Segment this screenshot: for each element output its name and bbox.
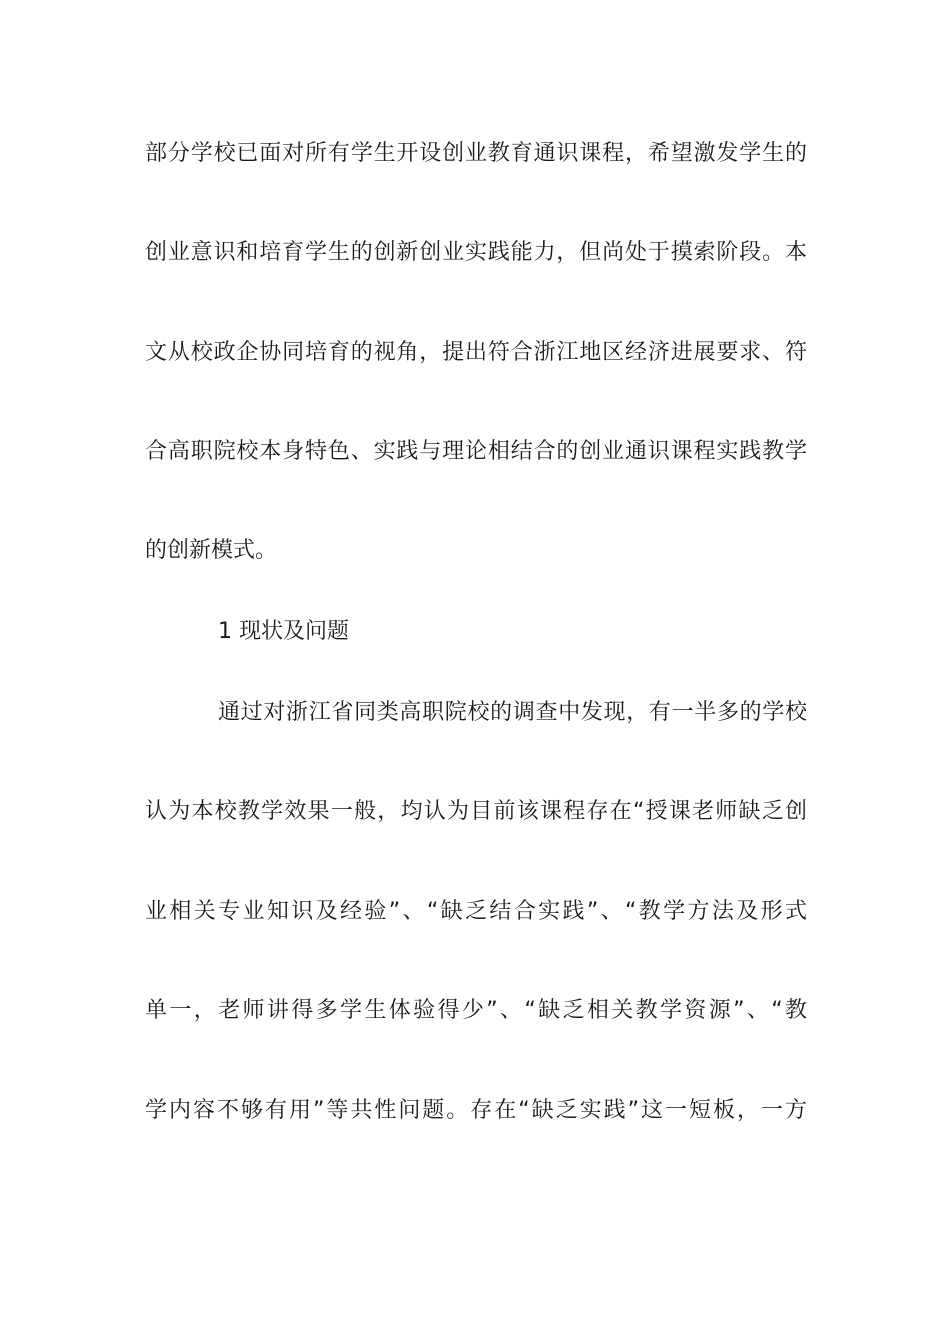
paragraph-2-line-1: 通过对浙江省同类高职院校的调查中发现，有一半多的学校	[218, 700, 807, 725]
paragraph-2-line-3: 业相关专业知识及经验”、“缺乏结合实践”、“教学方法及形式	[145, 899, 807, 924]
paragraph-1-line-3: 文从校政企协同培育的视角，提出符合浙江地区经济进展要求、符	[145, 340, 807, 365]
paragraph-1-line-5: 的创新模式。	[145, 538, 278, 563]
paragraph-2-line-2: 认为本校教学效果一般，均认为目前该课程存在“授课老师缺乏创	[145, 799, 807, 824]
paragraph-2-line-4: 单一，老师讲得多学生体验得少”、“缺乏相关教学资源”、“教	[145, 998, 807, 1023]
paragraph-1-line-2: 创业意识和培育学生的创新创业实践能力，但尚处于摸索阶段。本	[145, 240, 807, 265]
paragraph-2-line-5: 学内容不够有用”等共性问题。存在“缺乏实践”这一短板，一方	[145, 1098, 807, 1123]
paragraph-1-line-1: 部分学校已面对所有学生开设创业教育通识课程，希望激发学生的	[145, 141, 807, 166]
section-heading: 1 现状及问题	[218, 619, 349, 644]
paragraph-1-line-4: 合高职院校本身特色、实践与理论相结合的创业通识课程实践教学	[145, 439, 807, 464]
